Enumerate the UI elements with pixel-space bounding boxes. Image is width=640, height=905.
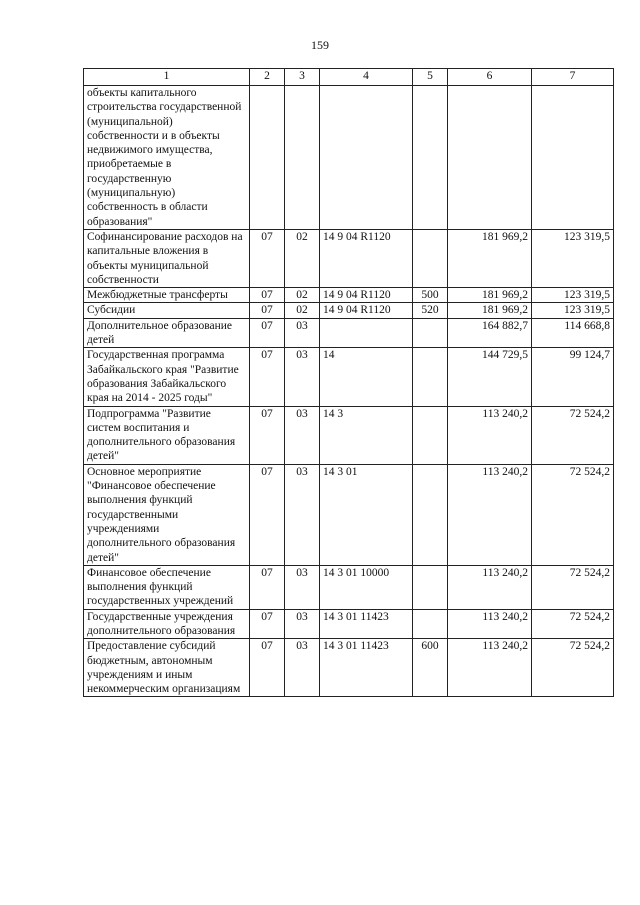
table-row: [84, 609, 614, 639]
table-header: [84, 69, 614, 86]
row-value-6: 113 240,2: [448, 464, 532, 565]
row-name: Государственные учреждения дополнительного образования: [84, 609, 250, 639]
row-subsection: 03: [285, 406, 320, 464]
row-value-6: 181 969,2: [448, 288, 532, 303]
row-subsection: 02: [285, 288, 320, 303]
row-subsection: 02: [285, 229, 320, 287]
row-section: 07: [250, 406, 285, 464]
row-value-6: 181 969,2: [448, 229, 532, 287]
row-subsection: 03: [285, 348, 320, 406]
row-type: 600: [413, 639, 448, 697]
row-name: Дополнительное образование детей: [84, 318, 250, 348]
row-name: Софинансирование расходов на капитальные вложения в объекты муниципальной собственности: [84, 229, 250, 287]
row-value-6: 113 240,2: [448, 609, 532, 639]
header-cell-value-6: 6: [448, 69, 532, 86]
row-type: [413, 464, 448, 565]
header-cell-section: 2: [250, 69, 285, 86]
row-subsection: 03: [285, 464, 320, 565]
row-section: 07: [250, 229, 285, 287]
row-section: 07: [250, 609, 285, 639]
row-value-7: 123 319,5: [532, 303, 614, 318]
header-cell-code: 4: [320, 69, 413, 86]
row-value-7: 72 524,2: [532, 609, 614, 639]
row-subsection: 03: [285, 609, 320, 639]
header-cell-type: 5: [413, 69, 448, 86]
row-section: 07: [250, 464, 285, 565]
row-type: [413, 318, 448, 348]
row-type: [413, 609, 448, 639]
row-section: 07: [250, 639, 285, 697]
row-code: 14 9 04 R1120: [320, 288, 413, 303]
row-section: 07: [250, 303, 285, 318]
table-row: [84, 639, 614, 697]
header-cell-value-7: 7: [532, 69, 614, 86]
row-name: Субсидии: [84, 303, 250, 318]
page-number: 159: [311, 38, 329, 52]
row-subsection: 03: [285, 565, 320, 609]
table-row: [84, 406, 614, 464]
header-cell-name: 1: [84, 69, 250, 86]
row-value-7: 72 524,2: [532, 639, 614, 697]
row-value-6: 164 882,7: [448, 318, 532, 348]
row-value-7: 114 668,8: [532, 318, 614, 348]
row-code: 14 3 01 11423: [320, 639, 413, 697]
table-row: [84, 318, 614, 348]
row-section: 07: [250, 565, 285, 609]
row-value-7: 72 524,2: [532, 565, 614, 609]
row-code: 14 3: [320, 406, 413, 464]
row-name: Предоставление субсидий бюджетным, автономным учреждениям и иным некоммерческим организациям: [84, 639, 250, 697]
row-code: 14 9 04 R1120: [320, 229, 413, 287]
row-code: 14 3 01: [320, 464, 413, 565]
row-name: Основное мероприятие "Финансовое обеспечение выполнения функций государственными учреждениями дополнительного образования детей": [84, 464, 250, 565]
row-section: 07: [250, 318, 285, 348]
row-code: [320, 318, 413, 348]
row-name: Государственная программа Забайкальского края "Развитие образования Забайкальского края на 2014 - 2025 годы": [84, 348, 250, 406]
row-type: [413, 86, 448, 230]
row-value-6: 144 729,5: [448, 348, 532, 406]
row-code: 14 3 01 10000: [320, 565, 413, 609]
row-value-7: 72 524,2: [532, 406, 614, 464]
row-value-7: 99 124,7: [532, 348, 614, 406]
row-subsection: 02: [285, 303, 320, 318]
header-cell-subsection: 3: [285, 69, 320, 86]
row-value-7: 123 319,5: [532, 229, 614, 287]
row-code: 14: [320, 348, 413, 406]
row-code: 14 9 04 R1120: [320, 303, 413, 318]
header-row: [84, 69, 614, 86]
table-row: [84, 288, 614, 303]
row-type: [413, 406, 448, 464]
table-row: [84, 229, 614, 287]
row-name: Подпрограмма "Развитие систем воспитания и дополнительного образования детей": [84, 406, 250, 464]
row-section: [250, 86, 285, 230]
row-value-6: 113 240,2: [448, 406, 532, 464]
row-type: [413, 229, 448, 287]
row-name: Межбюджетные трансферты: [84, 288, 250, 303]
row-code: 14 3 01 11423: [320, 609, 413, 639]
table-row: [84, 565, 614, 609]
table-row: [84, 303, 614, 318]
row-type: 520: [413, 303, 448, 318]
row-value-6: 113 240,2: [448, 565, 532, 609]
row-code: [320, 86, 413, 230]
row-value-7: [532, 86, 614, 230]
row-section: 07: [250, 348, 285, 406]
row-subsection: [285, 86, 320, 230]
row-value-6: 113 240,2: [448, 639, 532, 697]
table-row: [84, 464, 614, 565]
row-type: [413, 565, 448, 609]
row-value-6: 181 969,2: [448, 303, 532, 318]
row-value-7: 123 319,5: [532, 288, 614, 303]
row-value-6: [448, 86, 532, 230]
row-type: [413, 348, 448, 406]
row-value-7: 72 524,2: [532, 464, 614, 565]
row-subsection: 03: [285, 639, 320, 697]
row-name: Финансовое обеспечение выполнения функций государственных учреждений: [84, 565, 250, 609]
row-subsection: 03: [285, 318, 320, 348]
row-name: объекты капитального строительства государственной (муниципальной) собственности и в объекты недвижимого имущества, приобретаемые в государственную (муниципальную) собственность в области образования": [84, 86, 250, 230]
table-row: [84, 86, 614, 230]
row-section: 07: [250, 288, 285, 303]
table-row: [84, 348, 614, 406]
table-body: [84, 86, 614, 697]
row-type: 500: [413, 288, 448, 303]
budget-table: [83, 68, 614, 697]
